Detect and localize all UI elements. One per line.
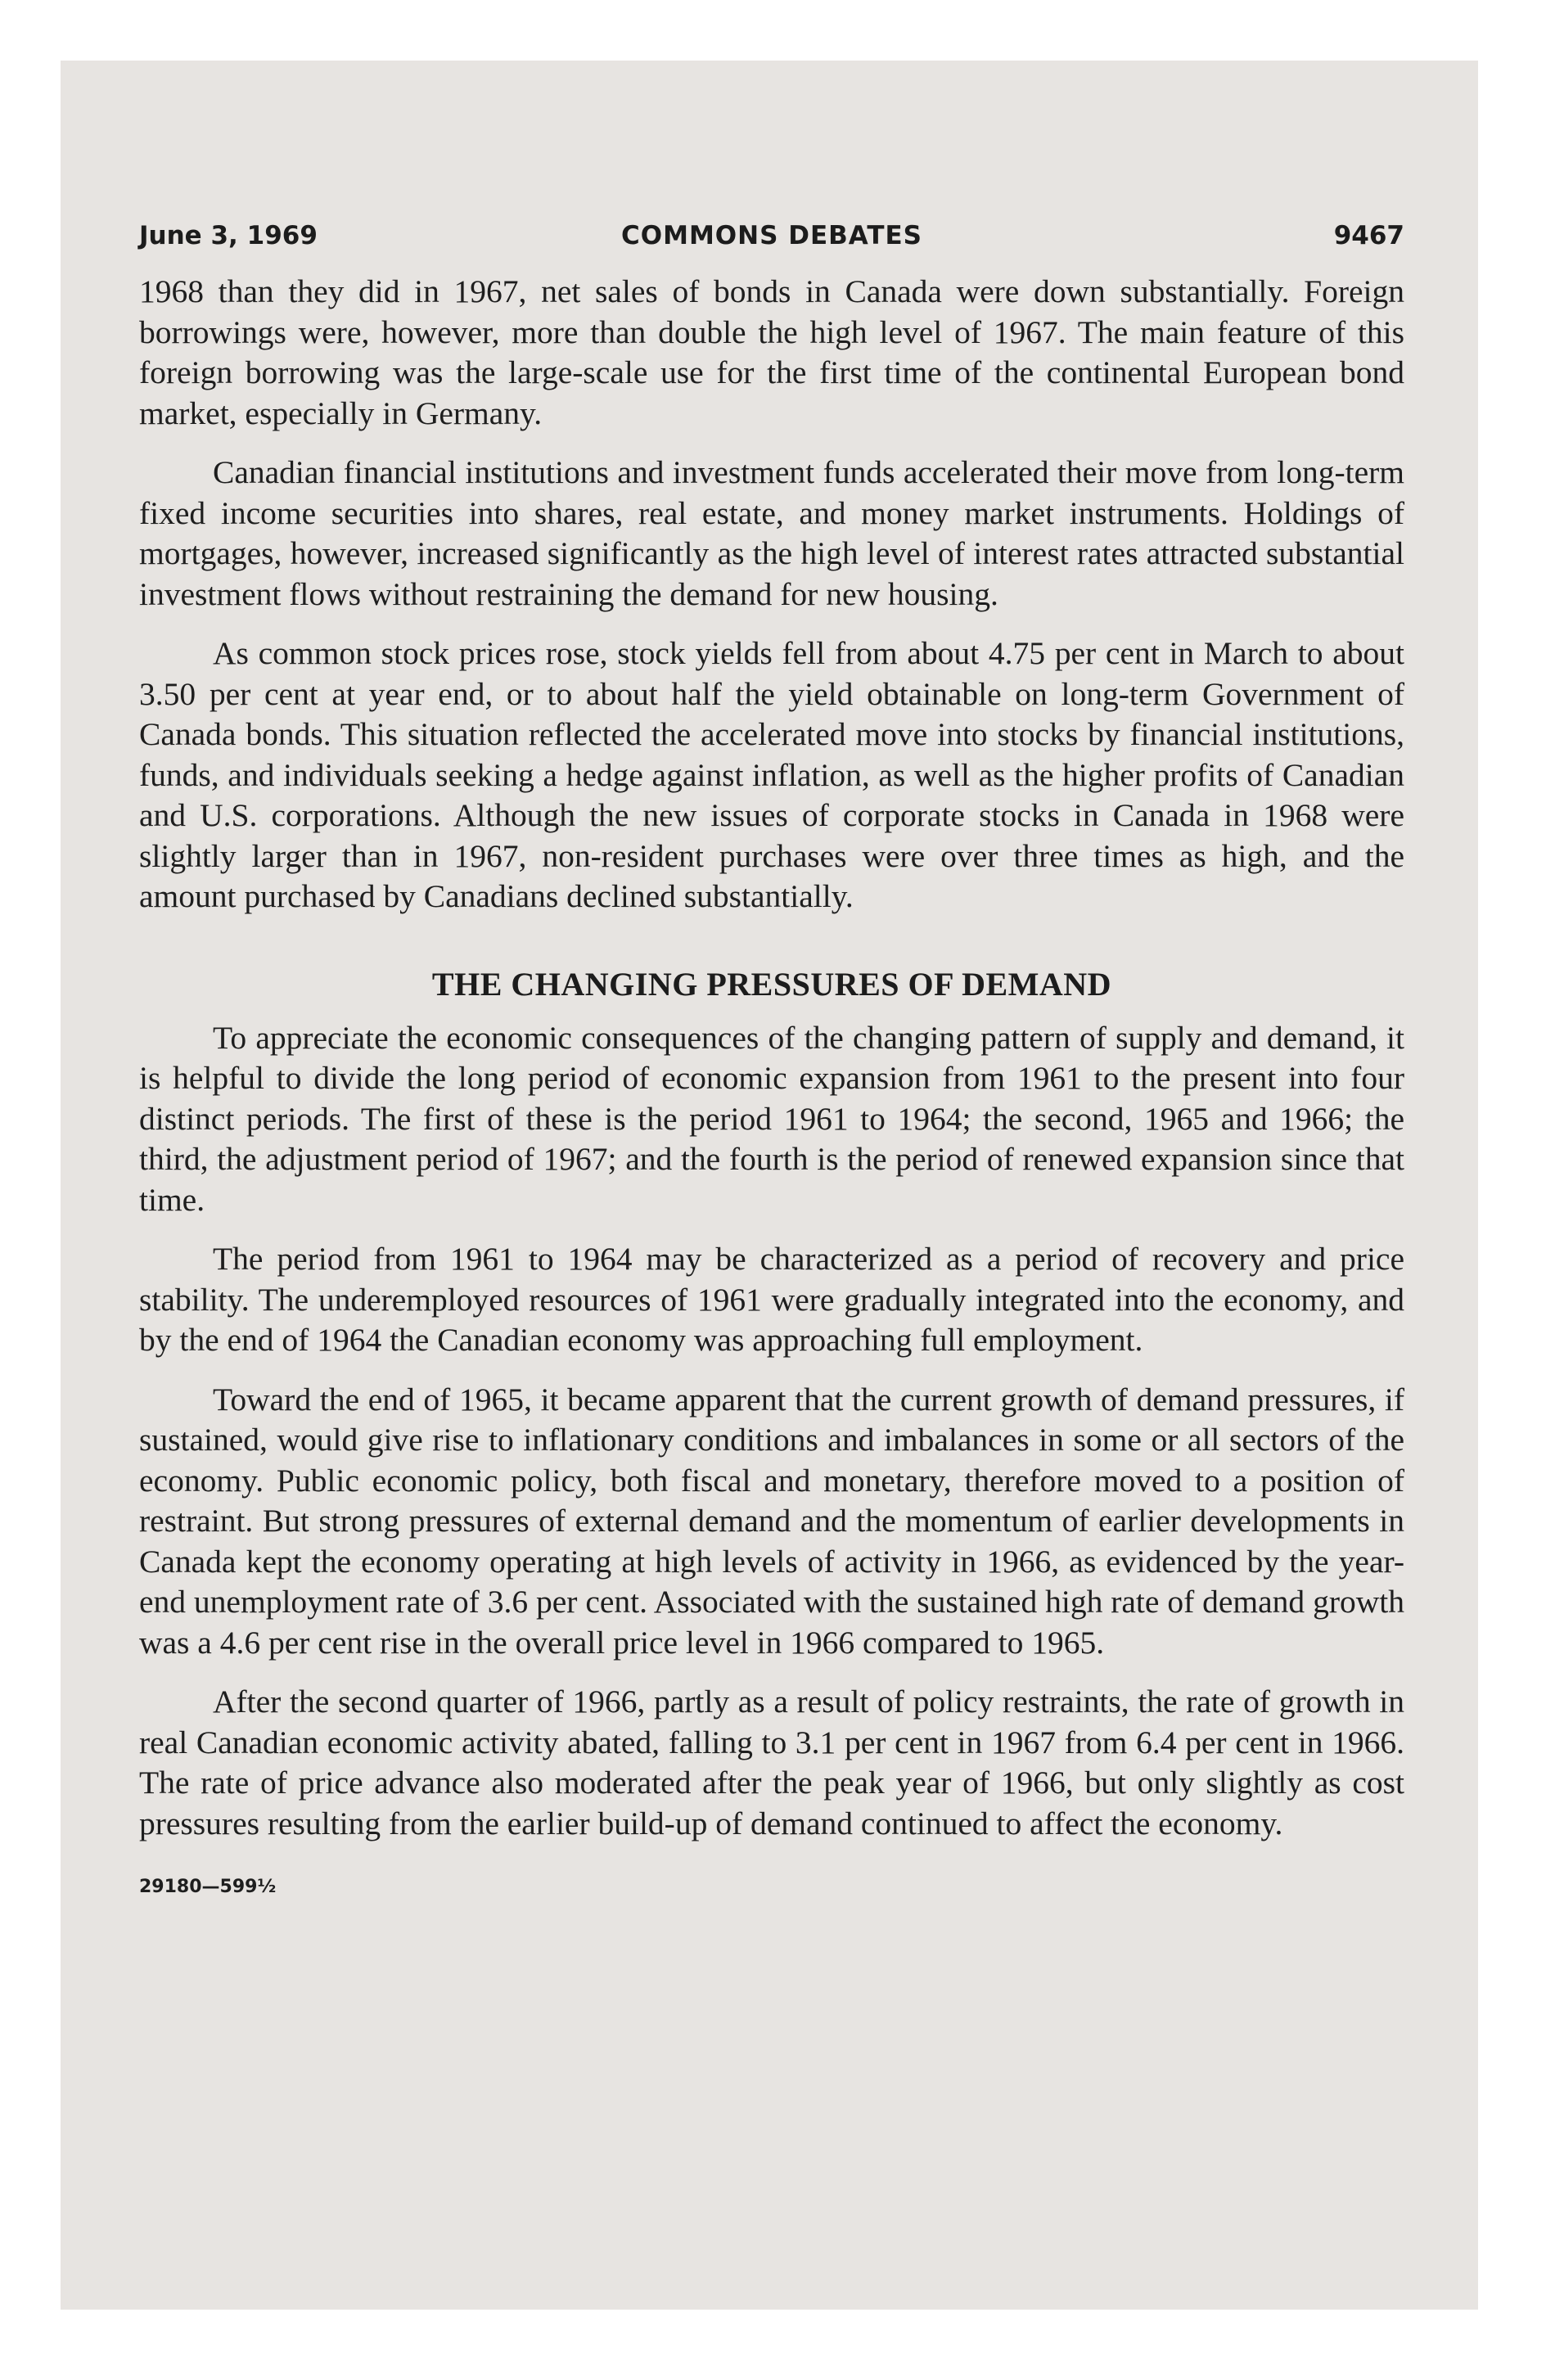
page-content (139, 221, 1404, 1897)
paragraph-stock-prices: As common stock prices rose, stock yields fell from about 4.75 per cent in March to about 3.50 per cent at year end, or to about half the yield obtainable on long-term Government of Canada bonds. This situation reflected the accelerated move into stocks by financial institutions, funds, and individuals seeking a hedge against inflation, as well as the higher profits of Canadian and U.S. corporations. Although the new issues of corporate stocks in Canada in 1968 were slightly larger than in 1967, non-resident purchases were over three times as high, and the amount purchased by Canadians declined substantially. (139, 635, 1404, 914)
paragraph-four-periods: To appreciate the economic consequences of the changing pattern of supply and demand, it is helpful to divide the long period of economic expansion from 1961 to the present into four distinct periods. The first of these is the period 1961 to 1964; the second, 1965 and 1966; the third, the adjustment period of 1967; and the fourth is the period of renewed expansion since that time. (139, 1019, 1404, 1218)
document-page (61, 61, 1478, 2310)
print-footnote: 29180—599½ (139, 1877, 277, 1897)
section-heading: THE CHANGING PRESSURES OF DEMAND (431, 965, 1112, 1003)
page-header (139, 221, 1404, 250)
paragraph-adjustment-period: After the second quarter of 1966, partly as a result of policy restraints, the rate of growth in real Canadian economic activity abated, falling to 3.1 per cent in 1967 from 6.4 per cent in 1966. The rate of price advance also moderated after the peak year of 1966, but only slightly as cost pressures resulting from the earlier build-up of demand continued to affect the economy. (139, 1684, 1404, 1841)
header-title: COMMONS DEBATES (621, 221, 922, 250)
header-date: June 3, 1969 (139, 221, 318, 250)
paragraph-recovery-period: The period from 1961 to 1964 may be characterized as a period of recovery and price stability. The underemployed resources of 1961 were gradually integrated into the economy, and by the end of 1964 the Canadian economy was approaching full employment. (139, 1241, 1404, 1358)
paragraph-restraint-period: Toward the end of 1965, it became apparent that the current growth of demand pressures, if sustained, would give rise to inflationary conditions and imbalances in some or all sectors of the economy. Public economic policy, both fiscal and monetary, therefore moved to a position of restraint. But strong pressures of external demand and the momentum of earlier developments in Canada kept the economy operating at high levels of activity in 1966, as evidenced by the year-end unemployment rate of 3.6 per cent. Associated with the sustained high rate of demand growth was a 4.6 per cent rise in the overall price level in 1966 compared to 1965. (139, 1381, 1404, 1661)
header-page-number: 9467 (1333, 221, 1404, 250)
paragraph-continuation: 1968 than they did in 1967, net sales of bonds in Canada were down substantially. Foreign borrowings were, however, more than double the high level of 1967. The main feature of this foreign borrowing was the large-scale use for the first time of the continental European bond market, especially in Germany. (139, 273, 1404, 431)
paragraph-financial-institutions: Canadian financial institutions and investment funds accelerated their move from long-term fixed income securities into shares, real estate, and money market instruments. Holdings of mortgages, however, increased significantly as the high level of interest rates attracted substantial investment flows without restraining the demand for new housing. (139, 454, 1404, 612)
